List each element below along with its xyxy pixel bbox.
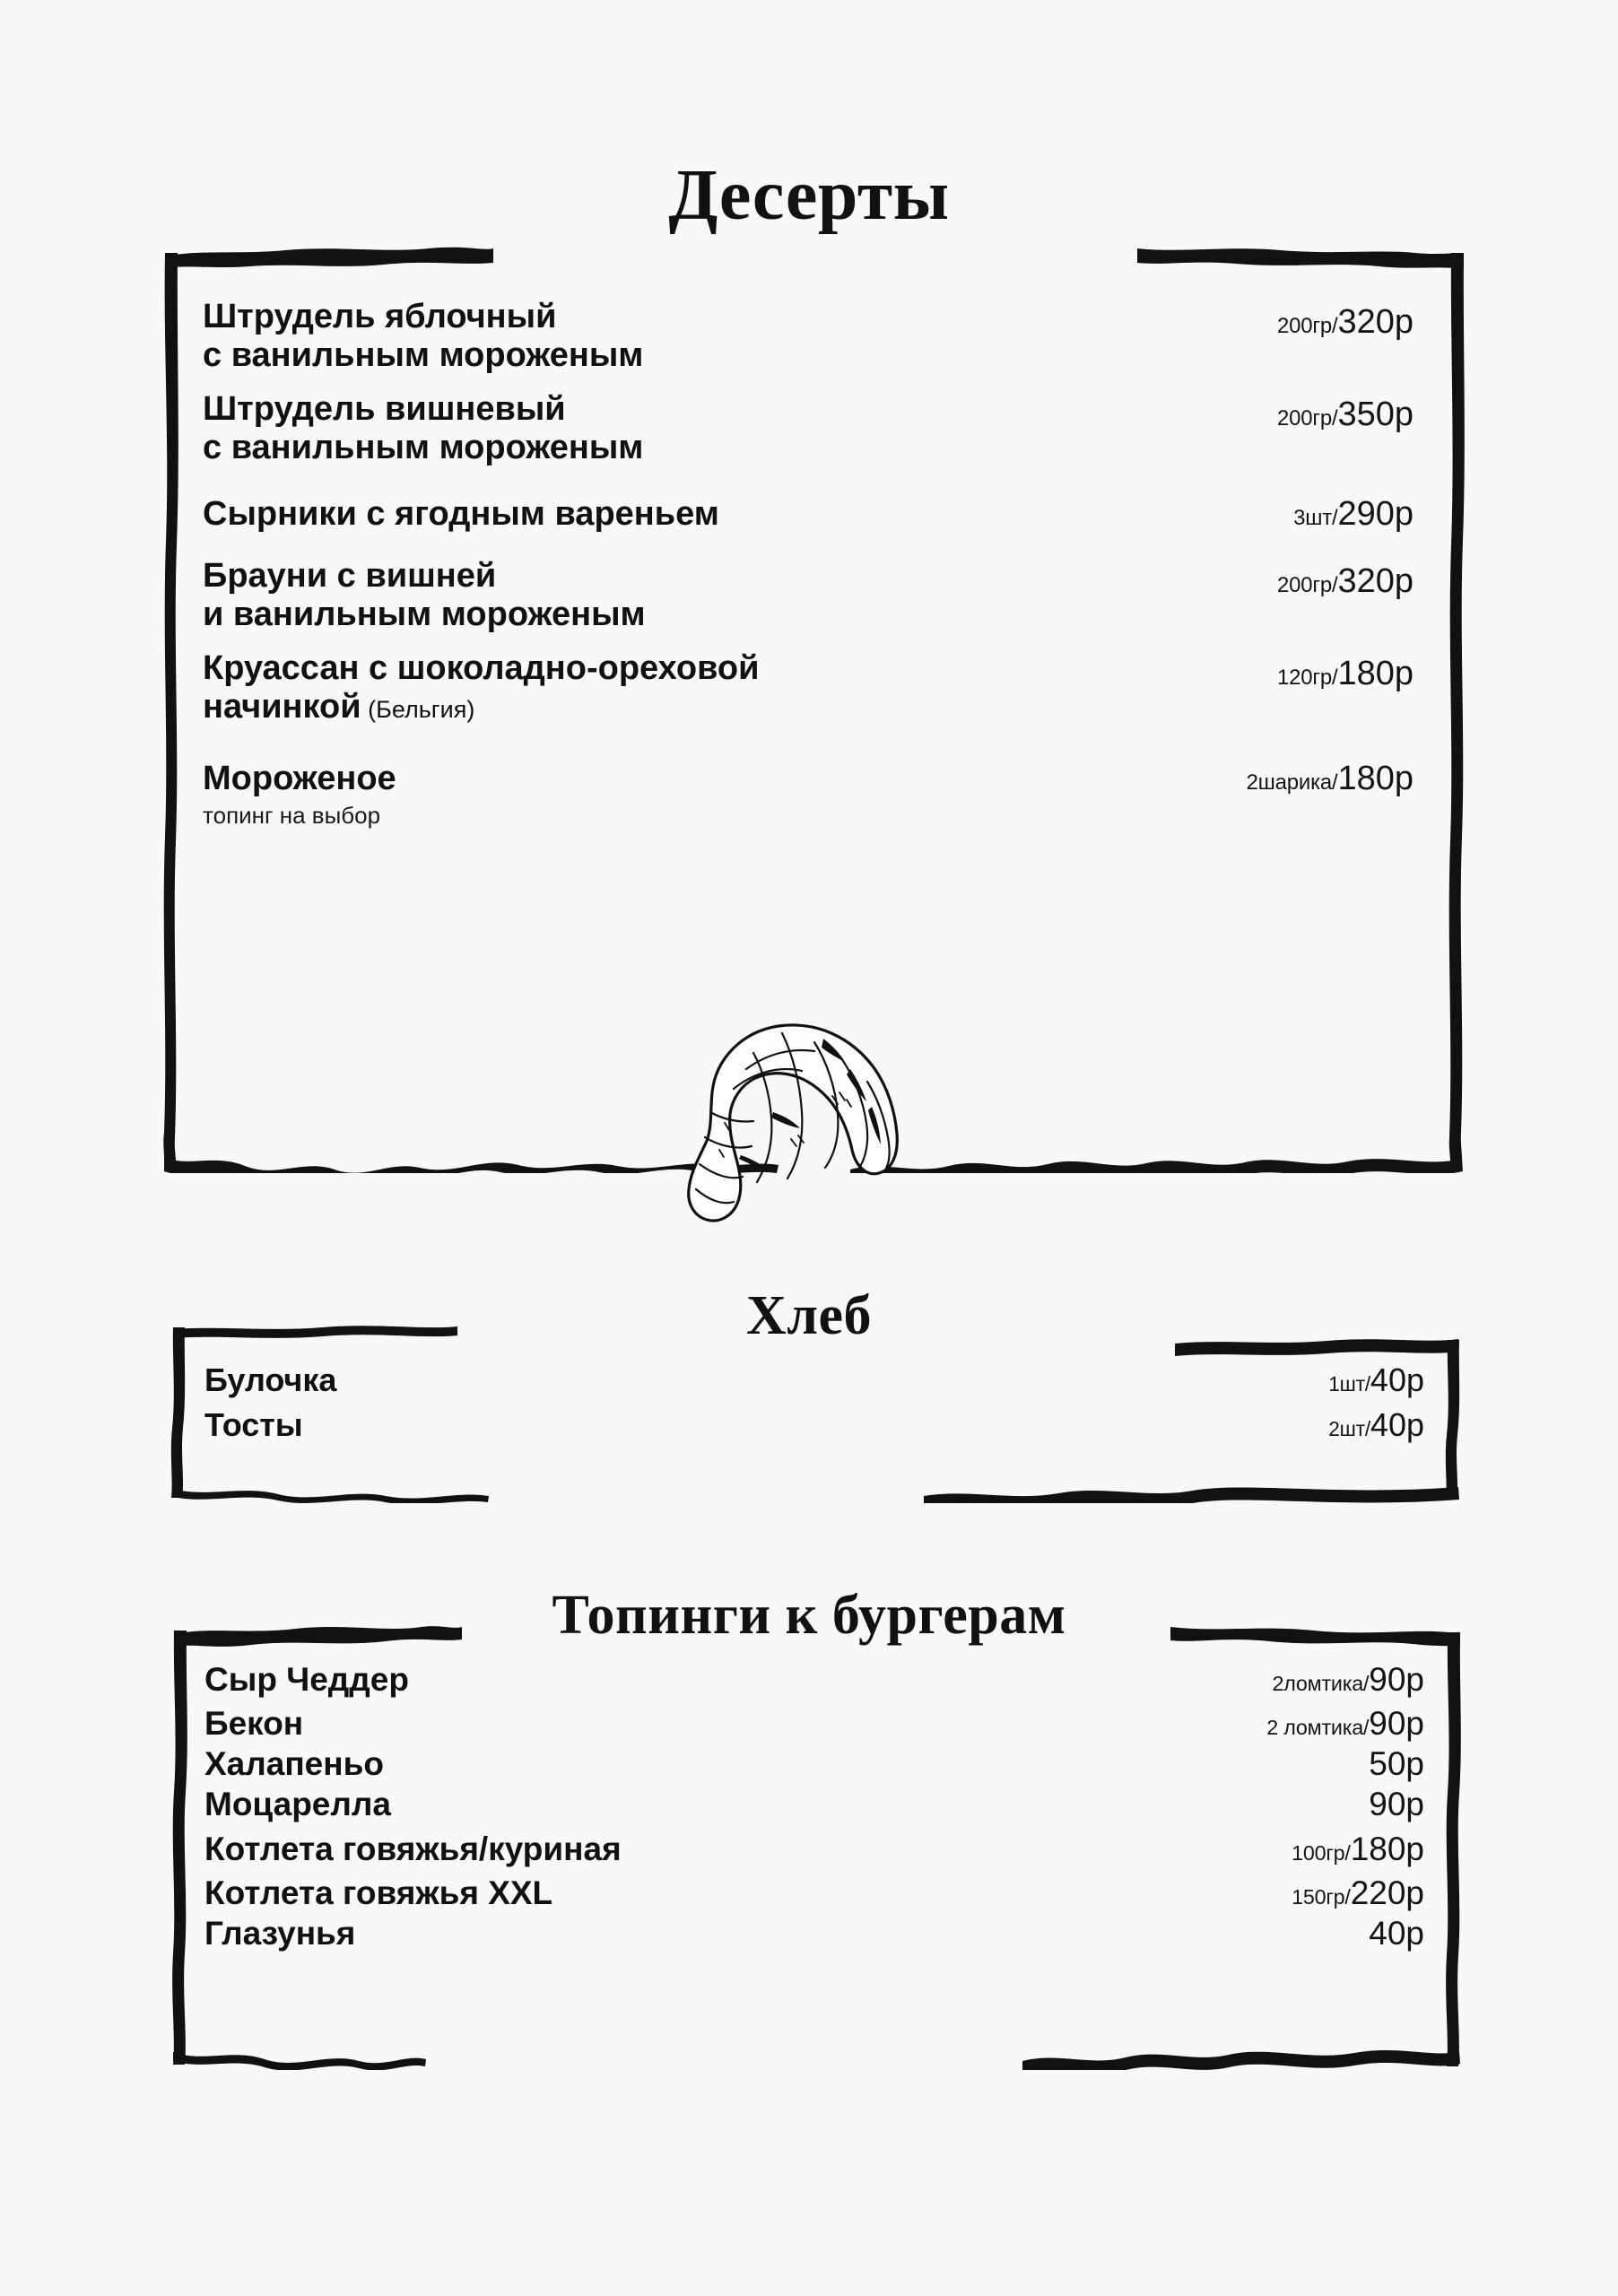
price-unit: 2шарика/ [1246,770,1338,796]
menu-item-price [1328,1406,1424,1444]
menu-item-price [1369,1745,1424,1783]
menu-item-row [203,390,1414,466]
menu-item-name-block [203,557,646,633]
menu-item-price [1293,495,1414,534]
menu-item-name-block [204,1873,552,1913]
menu-item-name: Котлета говяжья/куриная [204,1830,622,1867]
menu-item-name-block [204,1703,303,1744]
menu-item-name-line2-text: начинкой [203,687,361,726]
menu-item-price [1277,655,1414,693]
price-amount: 350р [1337,396,1414,434]
menu-item-name: Глазунья [204,1914,356,1952]
price-unit: 120гр/ [1277,665,1338,691]
menu-item-name-block [203,649,760,726]
menu-item-name-block [204,1784,391,1824]
menu-item-row [204,1356,1424,1399]
menu-item-name: Сыр Чеддер [204,1661,409,1698]
menu-item-name: Моцарелла [204,1786,391,1823]
menu-item-price [1266,1705,1424,1743]
menu-item-name-block [203,390,643,466]
price-unit: 2шт/ [1328,1417,1370,1441]
section-title-toppings: Топинги к бургерам [552,1585,1066,1646]
menu-item-name: Круассан с шоколадно-ореховой [203,649,760,688]
menu-item-name-block [204,1829,622,1869]
menu-item-price [1292,1831,1424,1868]
price-unit: 2ломтика/ [1272,1672,1370,1695]
price-amount: 320р [1337,303,1414,341]
price-unit: 200гр/ [1277,314,1338,338]
price-amount: 320р [1337,562,1414,601]
price-amount: 40р [1369,1914,1424,1952]
menu-item-row [204,1913,1424,1953]
price-unit: 200гр/ [1277,406,1338,431]
menu-item-name-line2: с ванильным мороженым [203,335,644,374]
menu-item-name: Котлета говяжья XXL [204,1874,553,1911]
menu-item-name: Мороженое [203,760,396,798]
menu-item-name: Брауни с вишней [203,557,497,596]
menu-item-name-block [203,495,719,534]
menu-item-row [203,742,1414,830]
price-unit: 150гр/ [1292,1884,1351,1909]
menu-item-description: топинг на выбор [203,801,381,829]
price-unit: 1шт/ [1328,1372,1370,1396]
menu-item-name-block [203,298,643,374]
section-title-bread: Хлеб [745,1285,873,1346]
price-amount: 180р [1350,1830,1424,1867]
price-unit: 100гр/ [1292,1840,1351,1865]
menu-item-name-block [204,1659,409,1700]
menu-item-name: Бекон [204,1705,304,1743]
menu-item-row [203,483,1414,534]
toppings-item-list [204,1656,1424,1953]
price-amount: 220р [1350,1874,1424,1911]
menu-item-name-block [204,1406,303,1444]
menu-item-row [204,1784,1424,1824]
price-unit: 2 ломтика/ [1266,1716,1370,1740]
price-unit: 200гр/ [1277,573,1338,598]
menu-item-name: Халапеньо [204,1745,384,1783]
menu-item-row [204,1825,1424,1869]
menu-item-name-block [203,760,396,830]
menu-item-name-line2 [203,688,760,726]
price-amount: 180р [1337,655,1414,693]
menu-item-row [204,1656,1424,1700]
menu-item-name: Булочка [204,1361,337,1398]
menu-item-name-line2: и ванильным мороженым [203,595,646,633]
section-title-desserts: Десерты [668,156,950,235]
price-amount: 180р [1337,760,1414,798]
menu-item-name: Сырники с ягодным вареньем [203,495,719,534]
bread-item-list [204,1356,1424,1447]
menu-item-name: Штрудель вишневый [203,390,566,429]
menu-item-row [204,1401,1424,1444]
menu-item-row [204,1869,1424,1913]
menu-item-name: Тосты [204,1406,303,1444]
menu-item-name: Штрудель яблочный [203,298,557,335]
menu-item-row [203,557,1414,633]
croissant-illustration [648,1006,917,1239]
menu-item-price [1272,1661,1424,1699]
menu-item-price [1328,1361,1424,1399]
menu-item-price [1277,396,1414,434]
price-amount: 90р [1369,1661,1424,1698]
price-amount: 90р [1369,1705,1424,1743]
menu-item-price [1277,562,1414,601]
price-amount: 40р [1370,1361,1424,1398]
price-amount: 40р [1370,1406,1424,1444]
price-amount: 290р [1337,495,1414,534]
menu-item-name-line2: с ванильным мороженым [203,428,644,466]
menu-item-price [1277,303,1414,342]
menu-item-row [203,649,1414,726]
price-unit: 3шт/ [1293,506,1338,531]
menu-item-row [203,296,1414,374]
menu-item-price [1369,1786,1424,1823]
menu-item-row [204,1700,1424,1744]
menu-item-origin-note: (Бельгия) [361,695,475,723]
menu-item-name-block [204,1744,384,1784]
menu-item-price [1247,760,1414,798]
menu-item-price [1369,1915,1424,1952]
price-amount: 90р [1369,1786,1424,1823]
menu-item-row [204,1744,1424,1784]
menu-item-name-block [204,1361,336,1399]
menu-item-price [1292,1874,1424,1912]
desserts-item-list [203,296,1414,846]
menu-item-name-block [204,1913,355,1953]
price-amount: 50р [1369,1745,1424,1783]
